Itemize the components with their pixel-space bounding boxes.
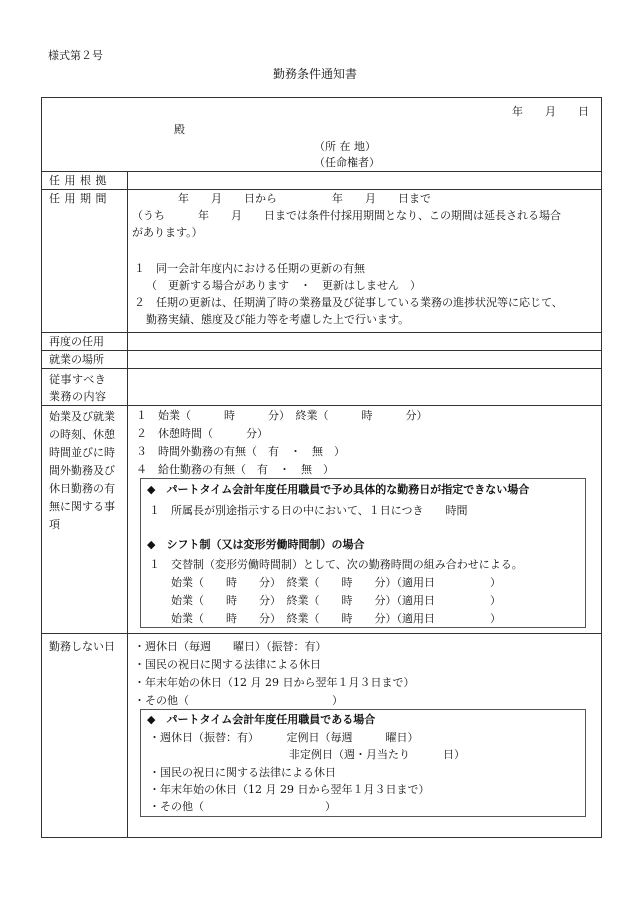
- pt-box-line: １ 所属長が別途指示する日の中において、１日につき 時間: [149, 504, 468, 517]
- hours-value: [128, 406, 602, 634]
- reappoint-label: 再度の任用: [42, 333, 128, 351]
- place-value: [128, 351, 602, 369]
- document-title: 勤務条件通知書: [272, 67, 357, 81]
- period-value: [128, 190, 602, 333]
- addressee: 殿: [174, 123, 185, 136]
- holiday-value: [128, 634, 602, 838]
- hours-holiday-work: ４ 給仕勤務の有無（ 有 ・ 無 ）: [136, 463, 334, 476]
- hours-label-line: 休日勤務の有: [49, 482, 115, 495]
- shift-row: 始業（ 時 分） 終業（ 時 分）（適用日 ）: [171, 576, 501, 589]
- pt-box-title: ◆ パートタイム会計年度任用職員で予め具体的な勤務日が指定できない場合: [147, 483, 530, 496]
- duty-value: [128, 369, 602, 406]
- duty-label-2: 業務の内容: [49, 390, 107, 403]
- hours-label: [42, 406, 128, 634]
- notice-table: [41, 97, 602, 838]
- hours-label-line: 間外勤務及び: [49, 464, 115, 477]
- header-cell: [42, 98, 602, 172]
- holiday-item: ・国民の祝日に関する法律による休日: [134, 658, 321, 671]
- renew-1: １ 同一会計年度内における任期の更新の有無: [134, 262, 365, 275]
- holiday-item: ・週休日（毎週 曜日）（振替：有）: [134, 640, 327, 653]
- hours-label-line: 無に関する事: [49, 500, 115, 513]
- shift-row: 始業（ 時 分） 終業（ 時 分）（適用日 ）: [171, 612, 501, 625]
- hours-start-end: １ 始業（ 時 分） 終業（ 時 分）: [136, 409, 428, 422]
- reappoint-value: [128, 333, 602, 351]
- basis-label: 任 用 根 拠: [42, 172, 128, 190]
- holiday-item: ・その他（ ）: [134, 694, 343, 707]
- holiday-label: 勤務しない日: [42, 634, 128, 838]
- place-label: 就業の場所: [42, 351, 128, 369]
- hours-label-line: 項: [49, 518, 60, 531]
- period-line-1: 年 月 日から 年 月 日まで: [178, 192, 431, 205]
- shift-line: １ 交替制（変形労働時間制）として、次の勤務時間の組み合わせによる。: [149, 558, 523, 571]
- appointer-label: （任命権者）: [314, 156, 380, 169]
- holiday-item: ・年末年始の休日（12 月 29 日から翌年１月３日まで）: [134, 676, 415, 689]
- basis-value: [128, 172, 602, 190]
- pt-holiday-box: [140, 709, 586, 817]
- renew-2a: ２ 任期の更新は、任期満了時の業務量及び従事している業務の進捗状況等に応じて、: [134, 296, 563, 309]
- period-label: 任 用 期 間: [42, 190, 128, 333]
- holiday-box-title: ◆ パートタイム会計年度任用職員である場合: [147, 713, 376, 726]
- date-line: 年 月 日: [512, 105, 589, 118]
- form-number: 様式第２号: [48, 49, 103, 62]
- renew-2b: 勤務実績、態度及び能力等を考慮した上で行います。: [146, 313, 410, 326]
- hours-break: ２ 休憩時間（ 分）: [136, 427, 268, 440]
- hours-overtime: ３ 時間外勤務の有無（ 有 ・ 無 ）: [136, 445, 345, 458]
- shift-row: 始業（ 時 分） 終業（ 時 分）（適用日 ）: [171, 594, 501, 607]
- hours-label-line: 始業及び就業: [49, 410, 115, 423]
- shift-title: ◆ シフト制（又は変形労働時間制）の場合: [147, 538, 365, 551]
- hours-label-line: の時刻、休憩: [49, 428, 115, 441]
- hours-label-line: 時間並びに時: [49, 446, 115, 459]
- duty-label: [42, 369, 128, 406]
- holiday-box-item: 非定例日（週・月当たり 日）: [289, 748, 465, 761]
- holiday-box-item: ・年末年始の休日（12 月 29 日から翌年１月３日まで）: [149, 783, 430, 796]
- address-label: （所 在 地）: [314, 140, 376, 153]
- pt-schedule-box: [140, 478, 586, 628]
- holiday-box-item: ・国民の祝日に関する法律による休日: [149, 766, 336, 779]
- duty-label-1: 従事すべき: [49, 373, 107, 386]
- holiday-box-item: ・その他（ ）: [149, 800, 336, 813]
- holiday-box-item: ・週休日（振替：有） 定例日（毎週 曜日）: [149, 731, 419, 744]
- period-line-2: （うち 年 月 日までは条件付採用期間となり、この期間は延長される場合: [132, 209, 561, 222]
- renew-1-options: （ 更新する場合があります ・ 更新はしません ）: [146, 279, 421, 292]
- period-line-3: があります。）: [132, 226, 203, 239]
